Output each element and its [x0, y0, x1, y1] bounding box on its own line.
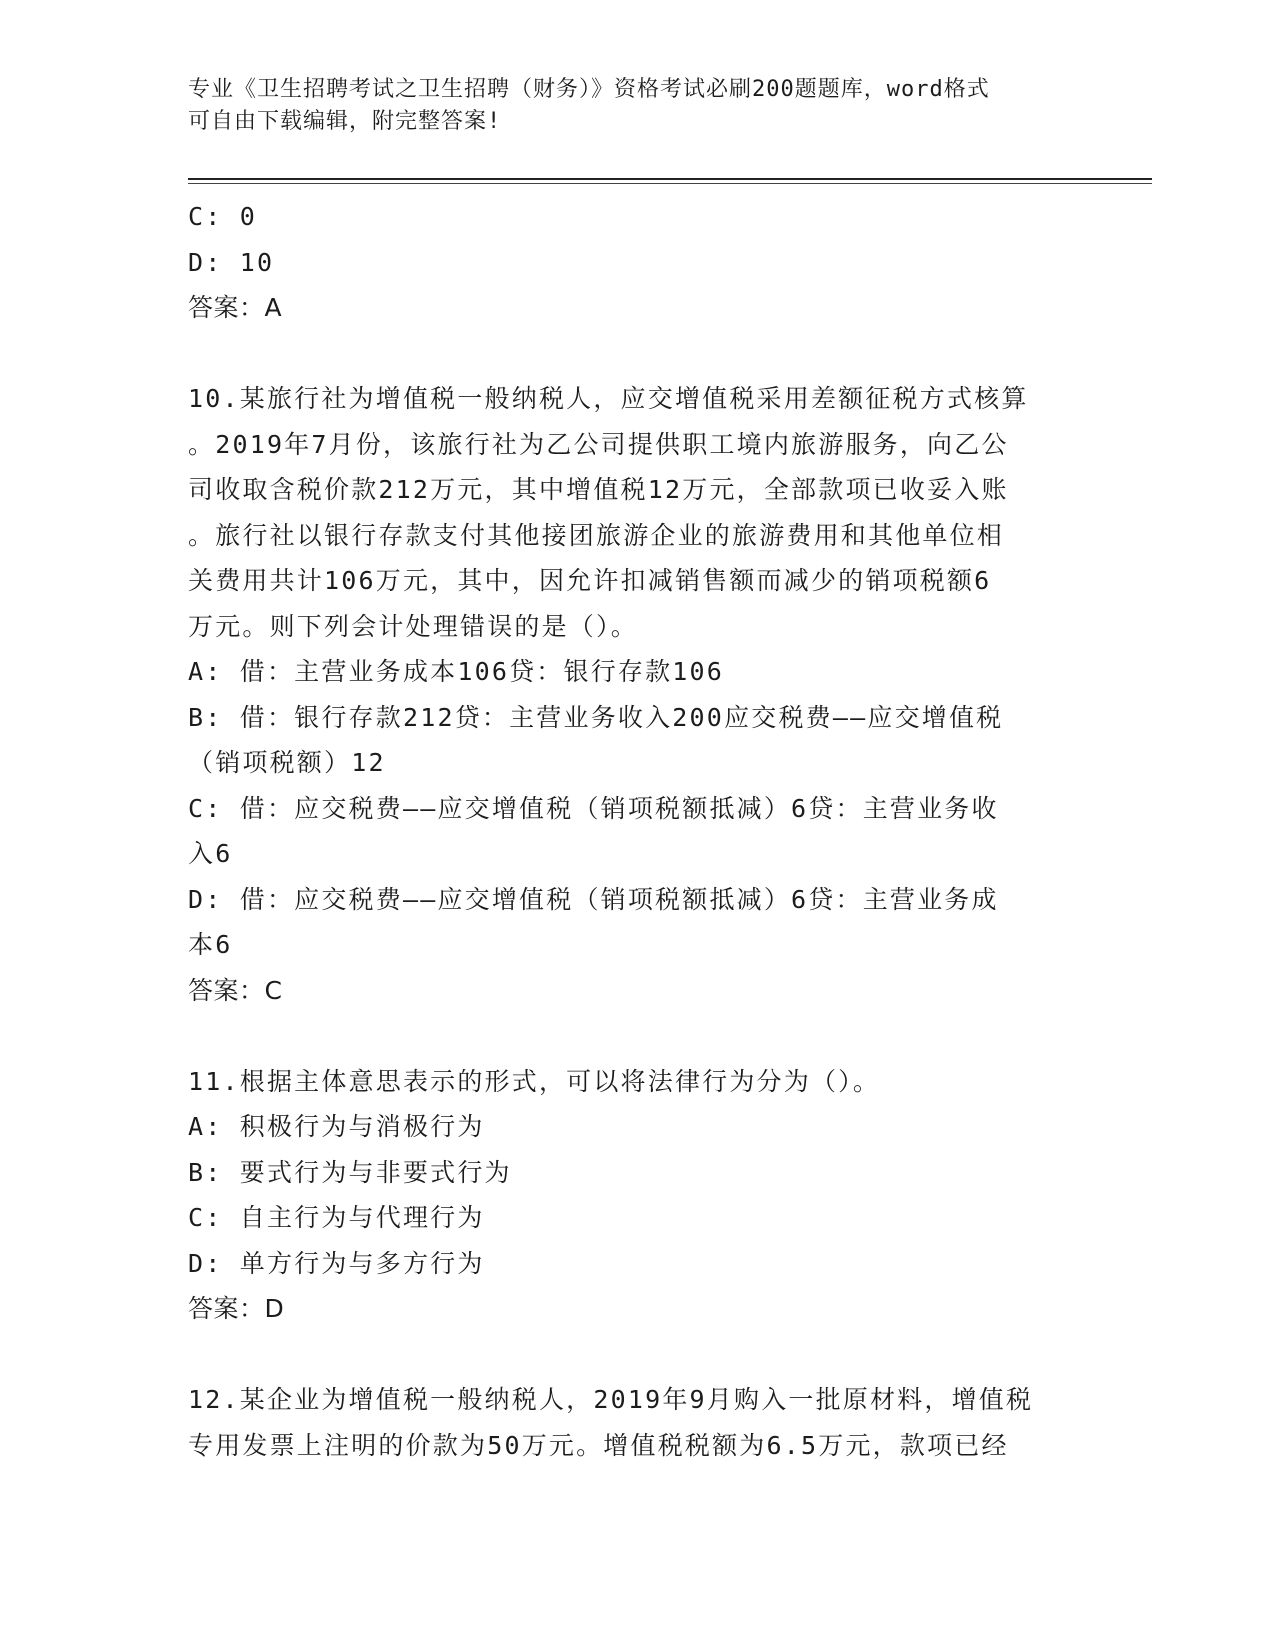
option-d: D: 单方行为与多方行为 — [188, 1248, 485, 1278]
document-body — [188, 194, 1088, 1468]
option-a: A: 积极行为与消极行为 — [188, 1112, 485, 1141]
answer-line: 答案：C — [188, 975, 283, 1005]
option-c-continuation: 入6 — [188, 839, 233, 868]
header-title-line-1: 专业《卫生招聘考试之卫生招聘（财务）》资格考试必刷200题题库，word格式 — [188, 77, 990, 102]
question-9-tail — [188, 194, 1088, 331]
option-d-continuation: 本6 — [188, 930, 233, 959]
option-d: D: 10 — [188, 247, 275, 277]
question-11 — [188, 1059, 1088, 1332]
option-c: C: 借：应交税费——应交增值税（销项税额抵减）6贷：主营业务收 — [188, 793, 999, 823]
option-c: C: 自主行为与代理行为 — [188, 1203, 485, 1232]
spacer — [188, 331, 1088, 377]
spacer — [188, 1332, 1088, 1378]
option-a: A: 借：主营业务成本106贷：银行存款106 — [188, 657, 725, 686]
question-10 — [188, 376, 1088, 1013]
option-c: C: 0 — [188, 202, 258, 231]
question-stem-line: 10.某旅行社为增值税一般纳税人，应交增值税采用差额征税方式核算 — [188, 384, 1029, 413]
answer-line: 答案：A — [188, 293, 283, 322]
question-stem-line: 关费用共计106万元，其中，因允许扣减销售额而减少的销项税额6 — [188, 566, 992, 595]
question-stem-line: 。旅行社以银行存款支付其他接团旅游企业的旅游费用和其他单位相 — [188, 520, 1005, 550]
question-stem-line: 专用发票上注明的价款为50万元。增值税税额为6.5万元，款项已经 — [188, 1430, 1009, 1460]
question-12 — [188, 1377, 1088, 1468]
spacer — [188, 1013, 1088, 1059]
question-stem-line: 司收取含税价款212万元，其中增值税12万元，全部款项已收妥入账 — [188, 475, 1009, 504]
question-stem-line: 11.根据主体意思表示的形式，可以将法律行为分为（）。 — [188, 1066, 881, 1096]
answer-line: 答案：D — [188, 1294, 285, 1323]
question-stem-line: 12.某企业为增值税一般纳税人，2019年9月购入一批原材料，增值税 — [188, 1385, 1034, 1414]
question-stem-line: 。2019年7月份，该旅行社为乙公司提供职工境内旅游服务，向乙公 — [188, 429, 1009, 459]
option-b: B: 借：银行存款212贷：主营业务收入200应交税费——应交增值税 — [188, 702, 1004, 732]
option-b-continuation: （销项税额）12 — [188, 748, 386, 777]
question-stem-line: 万元。则下列会计处理错误的是（）。 — [188, 611, 638, 641]
option-d: D: 借：应交税费——应交增值税（销项税额抵减）6贷：主营业务成 — [188, 884, 999, 914]
page-header — [188, 74, 1068, 138]
header-title-line-2: 可自由下载编辑，附完整答案! — [188, 109, 502, 134]
header-divider-thin — [188, 183, 1152, 184]
option-b: B: 要式行为与非要式行为 — [188, 1157, 512, 1187]
header-divider-thick — [188, 178, 1152, 180]
